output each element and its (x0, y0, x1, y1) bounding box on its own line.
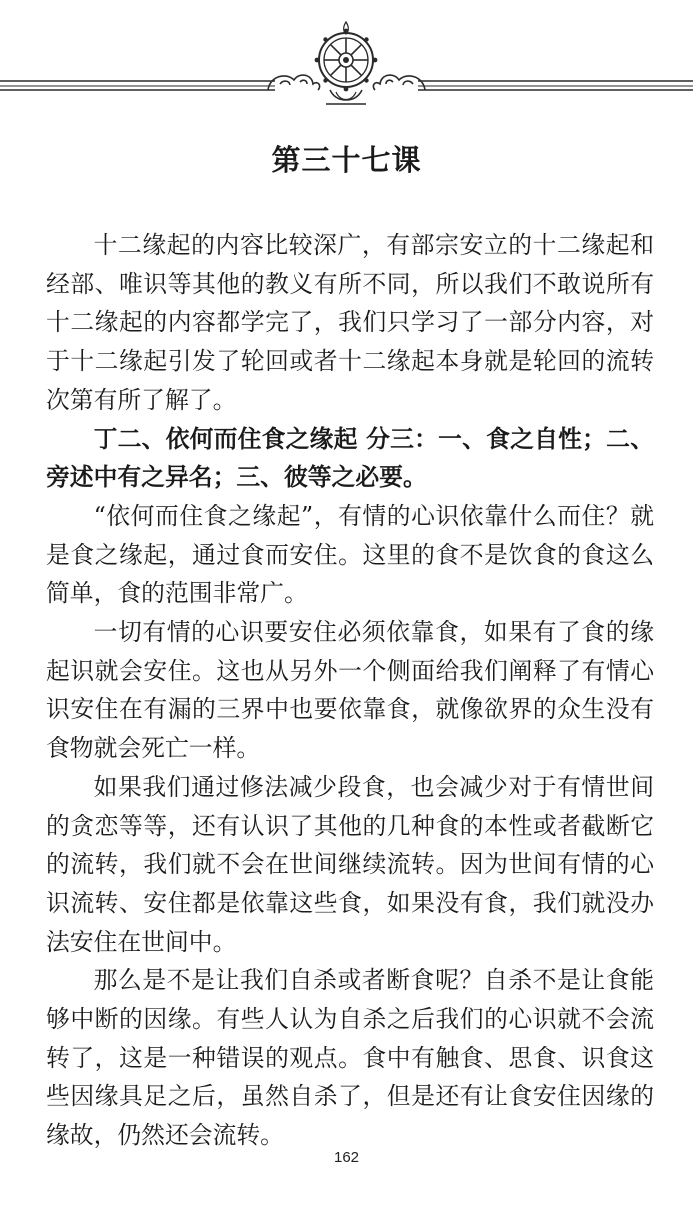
dharma-wheel-icon (315, 22, 378, 104)
page-body (46, 226, 654, 1155)
paragraph-3: 一切有情的心识要安住必须依靠食，如果有了食的缘起识就会安住。这也从另外一个侧面给我们阐释了有情心识安住在有漏的三界中也要依靠食，就像欲界的众生没有食物就会死亡一样。 (46, 618, 654, 763)
paragraph-1: 十二缘起的内容比较深广，有部宗安立的十二缘起和经部、唯识等其他的教义有所不同，所以我们不敢说所有十二缘起的内容都学完了，我们只学习了一部分内容，对于十二缘起引发了轮回或者十二缘起本身就是轮回的流转次第有所了解了。 (46, 231, 654, 414)
left-cloud-ornament-icon (268, 75, 320, 90)
paragraph-2: “依何而住食之缘起”，有情的心识依靠什么而住？就是食之缘起，通过食而安住。这里的食不是饮食的食这么简单，食的范围非常广。 (46, 501, 654, 608)
page-number: 162 (333, 1149, 360, 1166)
header-ornament (0, 18, 693, 108)
lesson-title: 第三十七课 (271, 143, 422, 177)
right-cloud-ornament-icon (373, 75, 425, 90)
paragraph-4: 如果我们通过修法减少段食，也会减少对于有情世间的贪恋等等，还有认识了其他的几种食的本性或者截断它的流转，我们就不会在世间继续流转。因为世间有情的心识流转、安住都是依靠这些食，如果没有食，我们就没办法安住在世间中。 (46, 772, 654, 956)
section-heading: 丁二、依何而住食之缘起 分三：一、食之自性；二、旁述中有之异名；三、彼等之必要。 (46, 424, 654, 492)
paragraph-5: 那么是不是让我们自杀或者断食呢？自杀不是让食能够中断的因缘。有些人认为自杀之后我们的心识就不会流转了，这是一种错误的观点。食中有触食、思食、识食这些因缘具足之后，虽然自杀了，但是还有让食安住因缘的缘故，仍然还会流转。 (46, 966, 654, 1150)
